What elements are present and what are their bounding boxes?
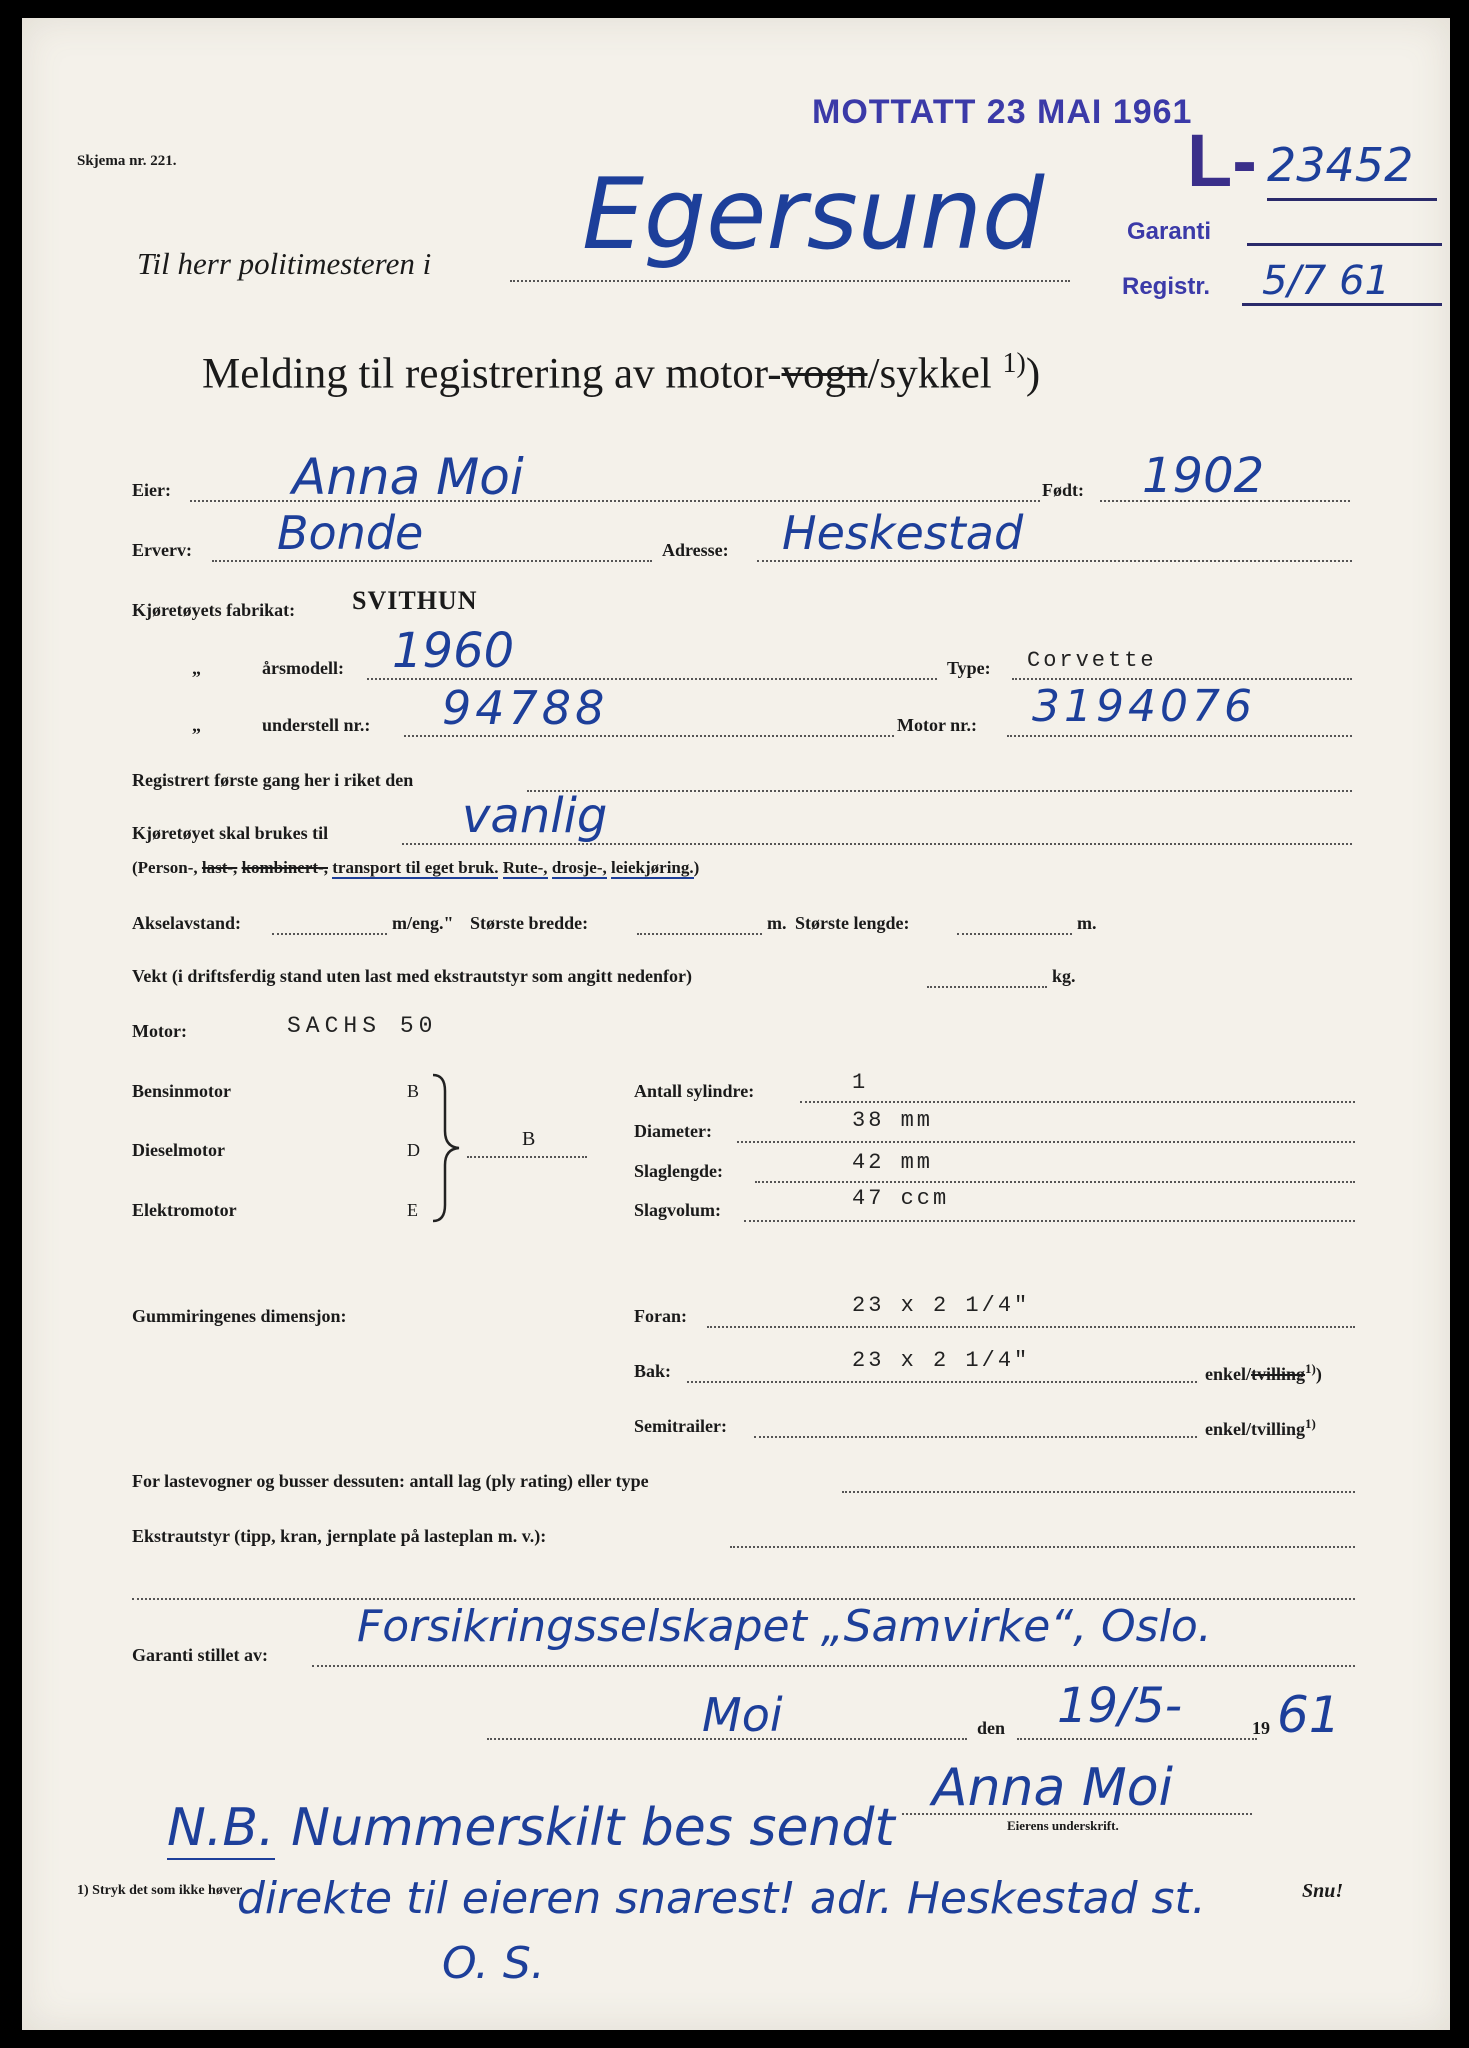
elektro-label: Elektromotor (132, 1200, 237, 1220)
akselavstand-line (272, 933, 387, 935)
usage-person: Person-, (137, 858, 198, 877)
usage-options: (Person-, last-, kombinert-, transport til eget bruk. Rute-, drosje-, leiekjøring.) (132, 858, 700, 877)
motor-value: SACHS 50 (287, 1013, 438, 1039)
erverv-line (212, 560, 652, 562)
brukes-label: Kjøretøyet skal brukes til (132, 823, 329, 843)
date-line (1017, 1738, 1257, 1740)
sylindre-label: Antall sylindre: (634, 1081, 755, 1101)
type-value: Corvette (1027, 648, 1157, 673)
year-value: 61 (1277, 1686, 1341, 1744)
slaglengde-label: Slaglengde: (634, 1161, 724, 1181)
diesel-code: D (407, 1140, 420, 1160)
semitrailer-enkel-tvilling (1205, 1416, 1316, 1440)
snu-label: Snu! (1302, 1880, 1344, 1902)
registr-stamp-label: Registr. (1122, 273, 1211, 300)
lengde-label: Største lengde: (795, 913, 910, 933)
engine-selected-code: B (522, 1128, 536, 1150)
vekt-line (927, 986, 1047, 988)
fodt-value: 1902 (1142, 448, 1265, 504)
owner-signature: Anna Moi (932, 1758, 1174, 1818)
bak-enkel-label: enkel/ (1205, 1364, 1252, 1384)
understell-line (404, 735, 894, 737)
motor-nr-label: Motor nr.: (897, 715, 977, 735)
nb-line1: Nummerskilt bes sendt (291, 1798, 895, 1858)
den-label: den (977, 1718, 1006, 1738)
registrert-line (527, 790, 1352, 792)
foran-value: 23 x 2 1/4" (852, 1293, 1031, 1318)
erverv-value: Bonde (277, 506, 424, 560)
diameter-value: 38 mm (852, 1108, 934, 1133)
reg-number: 23452 (1267, 138, 1414, 192)
engine-selection-line (467, 1156, 587, 1158)
lastevogner-label: For lastevogner og busser dessuten: antall lag (ply rating) eller type (132, 1471, 649, 1491)
title-note: 1) (1002, 348, 1026, 379)
form-sheet (22, 18, 1450, 2030)
understell-value: 94788 (442, 681, 609, 735)
adresse-value: Heskestad (782, 506, 1024, 560)
usage-drosje: drosje-, (551, 858, 607, 877)
type-label: Type: (947, 658, 991, 678)
form-number: Skjema nr. 221. (77, 153, 177, 169)
bredde-unit: m. (767, 913, 787, 933)
nb-note-line3: O. S. (442, 1938, 545, 1989)
reg-underline (1267, 198, 1437, 201)
understell-label: understell nr.: (262, 715, 371, 735)
semitrailer-line (754, 1436, 1197, 1438)
slaglengde-line (755, 1181, 1355, 1183)
foran-label: Foran: (634, 1306, 687, 1326)
lengde-unit: m. (1077, 913, 1097, 933)
ditto-2: „ (192, 715, 201, 735)
motor-nr-value: 3194076 (1032, 681, 1256, 732)
fabrikat-value: SVITHUN (352, 586, 478, 615)
kg-label: kg. (1052, 966, 1076, 986)
year-prefix: 19 (1252, 1718, 1270, 1738)
bak-line (687, 1381, 1197, 1383)
foran-line (707, 1326, 1355, 1328)
erverv-label: Erverv: (132, 540, 192, 560)
bak-tvilling-label: tvilling (1251, 1364, 1306, 1384)
received-stamp: MOTTATT 23 MAI 1961 (812, 93, 1193, 131)
bredde-label: Største bredde: (470, 913, 589, 933)
sylindre-value: 1 (852, 1070, 869, 1095)
usage-rute: Rute-, (502, 858, 548, 877)
diameter-label: Diameter: (634, 1121, 712, 1141)
usage-last: last-, (201, 858, 238, 877)
addressee-label: Til herr politimesteren i (137, 246, 432, 281)
garanti-line (312, 1665, 1355, 1667)
diameter-line (737, 1141, 1355, 1143)
nb-note-line2: direkte til eieren snarest! adr. Heskestad st. (237, 1873, 1206, 1924)
akselavstand-label: Akselavstand: (132, 913, 242, 933)
arsmodell-value: 1960 (392, 623, 515, 679)
signature-label: Eierens underskrift. (1007, 1818, 1119, 1833)
eier-value: Anna Moi (292, 448, 524, 506)
bak-note: 1) (1305, 1361, 1316, 1376)
addressee-value: Egersund (582, 158, 1045, 272)
semitrailer-enkel-tvilling-label: enkel/tvilling (1205, 1419, 1306, 1439)
title-struck: vogn (781, 350, 868, 398)
footnote: 1) Stryk det som ikke høver (77, 1883, 243, 1898)
motor-label: Motor: (132, 1021, 187, 1041)
type-line (1012, 678, 1352, 680)
usage-kombinert: kombinert-, (241, 858, 328, 877)
garanti-stamp-label: Garanti (1127, 218, 1212, 245)
bensin-code: B (407, 1081, 420, 1101)
ekstrautstyr-label: Ekstrautstyr (tipp, kran, jernplate på lasteplan m. v.): (132, 1526, 547, 1546)
sylindre-line (800, 1101, 1355, 1103)
registr-date: 5/7 61 (1262, 258, 1390, 304)
vekt-label: Vekt (i driftsferdig stand uten last med ekstrautstyr som angitt nedenfor) (132, 966, 692, 986)
bredde-line (637, 933, 762, 935)
lastevogner-line (842, 1491, 1355, 1493)
registrert-label: Registrert første gang her i riket den (132, 770, 414, 790)
slagvolum-value: 47 ccm (852, 1186, 950, 1211)
form-title: Melding til registrering av motor-vogn/sykkel $^{1)}$) (202, 348, 1041, 398)
garanti-label: Garanti stillet av: (132, 1645, 268, 1665)
adresse-label: Adresse: (662, 540, 729, 560)
slagvolum-label: Slagvolum: (634, 1200, 722, 1220)
ditto-1: „ (192, 658, 201, 678)
brukes-value: vanlig (462, 788, 608, 844)
date-value: 19/5- (1057, 1678, 1183, 1734)
ekstrautstyr-line (730, 1546, 1355, 1548)
addressee-line (510, 280, 1070, 282)
semitrailer-note: 1) (1305, 1416, 1316, 1431)
place-value: Moi (702, 1688, 783, 1742)
garanti-stamp-line (1247, 243, 1442, 246)
diesel-label: Dieselmotor (132, 1140, 225, 1160)
semitrailer-label: Semitrailer: (634, 1416, 727, 1436)
elektro-code: E (407, 1200, 418, 1220)
garanti-value: Forsikringsselskapet „Samvirke“, Oslo. (357, 1601, 1212, 1652)
reg-prefix: L- (1187, 119, 1257, 202)
title-part1: Melding til registrering av motor- (202, 350, 782, 398)
arsmodell-label: årsmodell: (262, 658, 344, 678)
eier-label: Eier: (132, 480, 171, 500)
engine-brace (427, 1073, 467, 1223)
fodt-label: Født: (1042, 480, 1084, 500)
usage-leie: leiekjøring. (611, 858, 694, 877)
slagvolum-line (744, 1220, 1355, 1222)
motor-nr-line (1007, 735, 1352, 737)
bak-label: Bak: (634, 1361, 672, 1381)
slaglengde-value: 42 mm (852, 1150, 934, 1175)
fabrikat-label: Kjøretøyets fabrikat: (132, 600, 296, 620)
ekstrautstyr-line-2 (132, 1598, 1355, 1600)
lengde-line (957, 933, 1072, 935)
bak-value: 23 x 2 1/4" (852, 1348, 1031, 1373)
registr-stamp-line (1242, 303, 1442, 306)
bensin-label: Bensinmotor (132, 1081, 231, 1101)
meng-label: m/eng." (392, 913, 454, 933)
signature-line (902, 1813, 1252, 1815)
title-part2: /sykkel (867, 350, 1003, 398)
bak-enkel-tvilling: enkel/tvilling$^{1)}$) (1205, 1361, 1322, 1384)
dimensjon-label: Gummiringenes dimensjon: (132, 1306, 347, 1326)
nb-label: N.B. (167, 1798, 275, 1858)
usage-transport: transport til eget bruk. (332, 858, 499, 877)
adresse-line (757, 560, 1352, 562)
nb-note-line1 (167, 1798, 895, 1858)
